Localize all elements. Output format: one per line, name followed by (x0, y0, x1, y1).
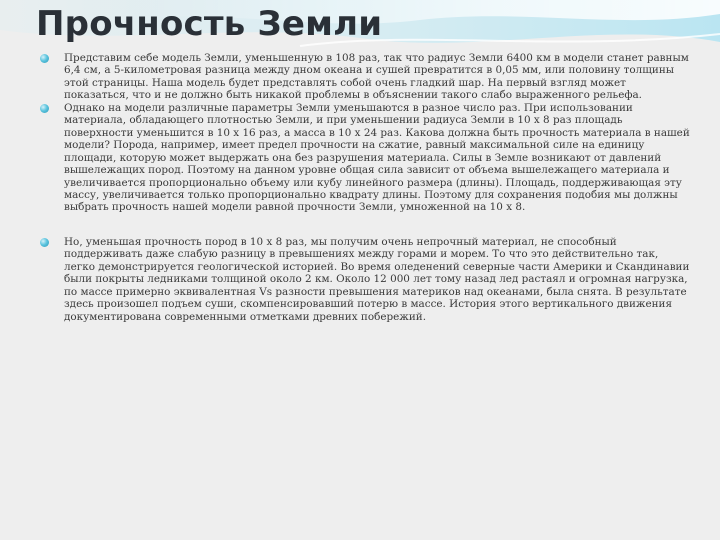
slide-content (40, 52, 690, 323)
slide-title: Прочность Земли (36, 4, 383, 44)
bullet-icon (40, 54, 49, 63)
paragraph-3 (40, 236, 690, 323)
bullet-icon (40, 238, 49, 247)
paragraph-text: Но, уменьшая прочность пород в 10 х 8 раз, мы получим очень непрочный материал, не способный поддерживать даже слабую разницу в превышениях между горами и морем. То что это действительно так, легко демонстрируется геологической историей. Во время оледенений северные части Америки и Скандинавии были покрыты ледниками толщиной около 2 км. Около 12 000 лет тому назад лед растаял и огромная нагрузка, по массе примерно эквивалентная Vs разности превышения материков над океанами, была снята. В результате здесь произошел подъем суши, скомпенсировавший потерю в массе. История этого вертикального движения документирована современными отметками древних побережий. (64, 235, 690, 323)
paragraph-2 (40, 102, 690, 214)
bullet-icon (40, 104, 49, 113)
paragraph-text: Однако на модели различные параметры Земли уменьшаются в разное число раз. При использовании материала, обладающего плотностью Земли, и при уменьшении радиуса Земли в 10 х 8 раз площадь поверхности уменьшится в 10 х 16 раз, а масса в 10 х 24 раз. Какова должна быть прочность материала в нашей модели? Порода, например, имеет предел прочности на сжатие, равный максимальной силе на единицу площади, которую может выдержать она без разрушения материала. Силы в Земле возникают от давлений вышележащих пород. Поэтому на данном уровне общая сила зависит от объема вышележащего материала и увеличивается пропорционально объему или кубу линейного размера (длины). Площадь, поддерживающая эту массу, увеличивается только пропорционально квадрату длины. Поэтому для сохранения подобия мы должны выбрать прочность нашей модели равной прочности Земли, умноженной на 10 х 8. (64, 101, 690, 214)
paragraph-text: Представим себе модель Земли, уменьшенную в 108 раз, так что радиус Земли 6400 км в модели станет равным 6,4 см, а 5-километровая разница между дном океана и сушей превратится в 0,05 мм, или половину толщины этой страницы. Наша модель будет представлять собой очень гладкий шар. На первый взгляд может показаться, что и не должно быть никакой проблемы в объяснении такого слабо выраженного рельефа. (64, 52, 689, 102)
paragraph-1 (40, 52, 690, 102)
